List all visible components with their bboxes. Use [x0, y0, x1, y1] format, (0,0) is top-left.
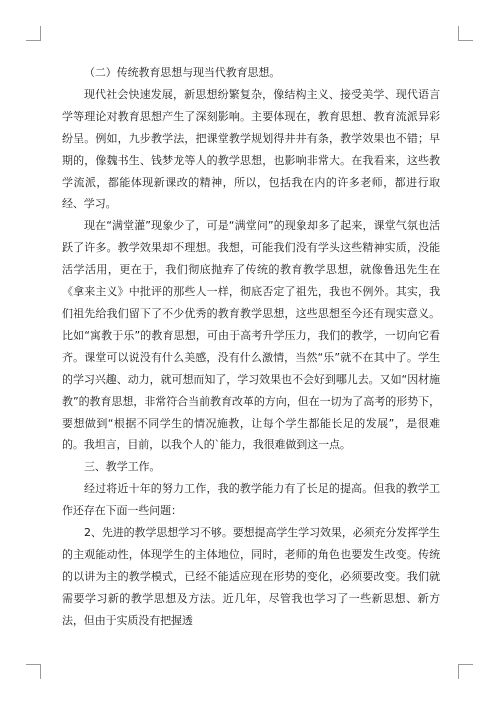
- section-heading-teaching-work: 三、教学工作。: [84, 460, 161, 474]
- paragraph-modern-thought: 现代社会快速发展，新思想纷繁复杂，像结构主义、接受美学、现代语言学等理论对教育思想产生了深刻影响。主要体现在，教育思想、教育流派异彩纷呈。例如，九步教学法，把课堂教学规划得井井有条，教学效果也不错；早期的，像魏书生、钱梦龙等人的教学思想，也影响非常大。在我看来，这些教学流派，都能体现新课改的精神，所以，包括我在内的许多老师，都进行取经、学习。: [62, 87, 440, 211]
- paragraph-traditional-thought: 现在“满堂灌”现象少了，可是“满堂问”的现象却多了起来，课堂气氛也活跃了许多。教学效果却不理想。我想，可能我们没有学头这些精神实质，没能活学活用，更在于，我们彻底抛弃了传统的教育教学思想，就像鲁迅先生在《拿来主义》中批评的那些人一样，彻底否定了祖先，我也不例外。其实，我们祖先给我们留下了不少优秀的教育教学思想，这些思想至今还有现实意义。比如“寓教于乐”的教育思想，可由于高考升学压力，我们的教学，一切向它看齐。课堂可以说没有什么美感，没有什么激情，当然“乐”就不在其中了。学生的学习兴趣、动力，就可想而知了，学习效果也不会好到哪儿去。又如“因材施教”的教育思想，非常符合当前教育改革的方向，但在一切为了高考的形势下，要想做到“根据不同学生的情况施教，让每个学生都能长足的发展”，是很难的。我坦言，目前，以我个人的`能力，我很难做到这一点。: [62, 219, 440, 452]
- paragraph-advanced-thought: 2、先进的教学思想学习不够。要想提高学生学习效果，必须充分发挥学生的主观能动性，体现学生的主体地位，同时，老师的角色也要发生改变。传统的以讲为主的教学模式，已经不能适应现在形势的变化，必须要改变。我们就需要学习新的教学思想及方法。近几年，尽管我也学习了一些新思想、新方法，但由于实质没有把握透: [62, 526, 440, 627]
- crop-mark-bottom-left: [26, 664, 41, 679]
- crop-mark-top-left: [26, 26, 41, 41]
- crop-mark-bottom-right: [458, 664, 473, 679]
- document-body: [62, 62, 440, 632]
- paragraph-teaching-progress: 经过将近十年的努力工作，我的教学能力有了长足的提高。但我的教学工作还存在下面一些问题：: [62, 482, 440, 518]
- crop-mark-top-right: [458, 26, 473, 41]
- section-heading-traditional-vs-modern: （二）传统教育思想与现当代教育思想。: [84, 66, 281, 79]
